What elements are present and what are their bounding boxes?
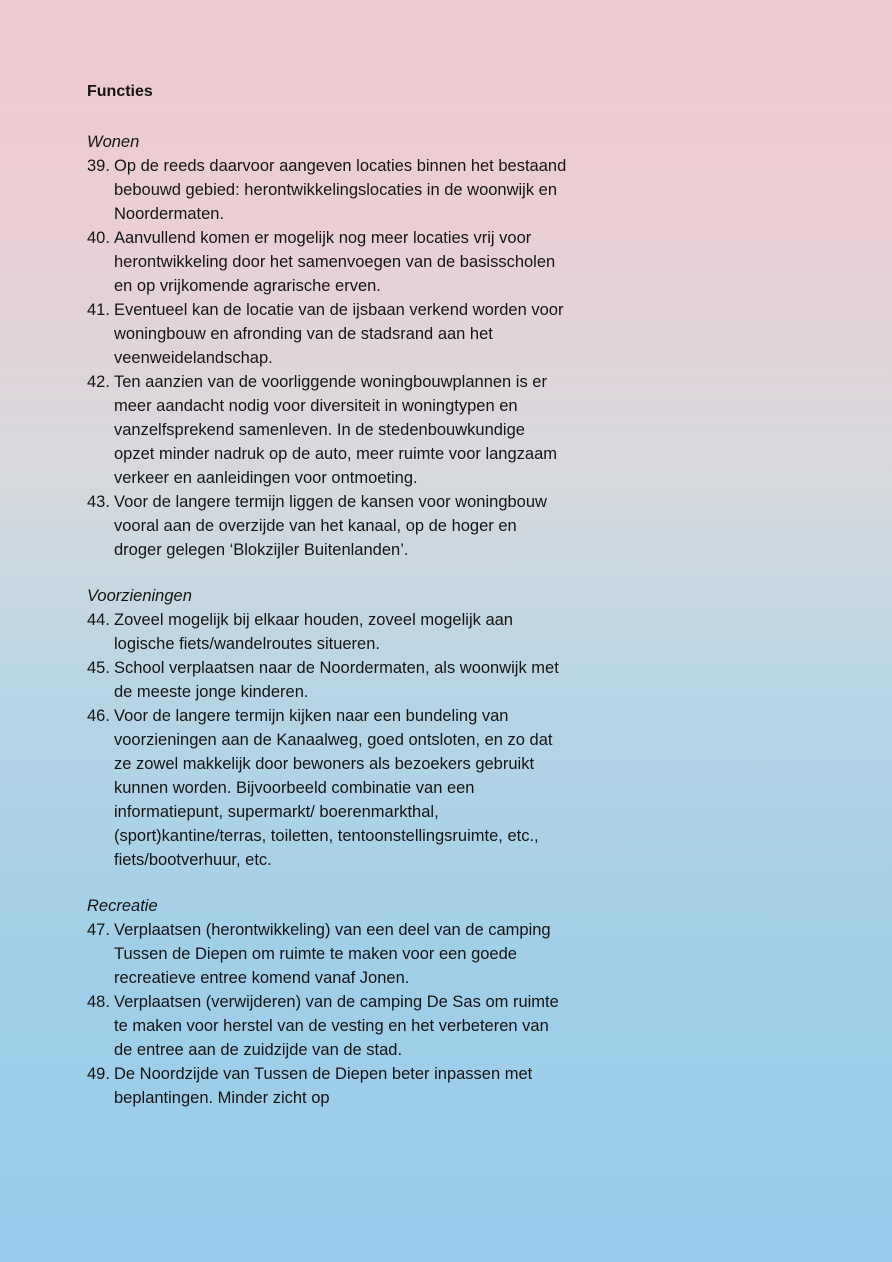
item-text: Voor de langere termijn kijken naar een bundeling van voorzieningen aan de Kanaalweg, goed ontsloten, en zo dat ze zowel makkelijk door bewoners als bezoekers gebruikt kunnen worden. Bijvoorbeeld combinatie van een informatiepunt, supermarkt/ boerenmarkthal, (sport)kantine/terras, toiletten, tentoonstellingsruimte, etc., fiets/bootverhuur, etc.	[114, 707, 553, 869]
item-number: 48.	[87, 993, 110, 1011]
item-text: Zoveel mogelijk bij elkaar houden, zoveel mogelijk aan logische fiets/wandelroutes situeren.	[114, 611, 513, 653]
page-title: Functies	[87, 83, 153, 100]
item-list	[87, 918, 567, 1110]
list-item	[87, 490, 567, 562]
list-item	[87, 1062, 567, 1110]
item-list	[87, 154, 567, 562]
item-text: Voor de langere termijn liggen de kansen voor woningbouw vooral aan de overzijde van het kanaal, op de hoger en droger gelegen ‘Blokzijler Buitenlanden’.	[114, 493, 547, 559]
list-item	[87, 226, 567, 298]
item-text: Verplaatsen (herontwikkeling) van een deel van de camping Tussen de Diepen om ruimte te maken voor een goede recreatieve entree komend vanaf Jonen.	[114, 921, 551, 987]
item-text: Op de reeds daarvoor aangeven locaties binnen het bestaand bebouwd gebied: herontwikkelingslocaties in de woonwijk en Noordermaten.	[114, 157, 567, 223]
list-item	[87, 990, 567, 1062]
item-text: Aanvullend komen er mogelijk nog meer locaties vrij voor herontwikkeling door het samenvoegen van de basisscholen en op vrijkomende agrarische erven.	[114, 229, 556, 295]
list-item	[87, 608, 567, 656]
item-text: De Noordzijde van Tussen de Diepen beter inpassen met beplantingen. Minder zicht op	[114, 1065, 533, 1107]
section-heading: Voorzieningen	[87, 587, 192, 605]
item-text: Eventueel kan de locatie van de ijsbaan verkend worden voor woningbouw en afronding van de stadsrand aan het veenweidelandschap.	[114, 301, 564, 367]
section-wonen	[87, 130, 567, 562]
item-number: 42.	[87, 373, 110, 391]
item-number: 39.	[87, 157, 110, 175]
item-text: Verplaatsen (verwijderen) van de camping De Sas om ruimte te maken voor herstel van de vesting en het verbeteren van de entree aan de zuidzijde van de stad.	[114, 993, 559, 1059]
section-voorzieningen	[87, 584, 567, 872]
item-text: School verplaatsen naar de Noordermaten, als woonwijk met de meeste jonge kinderen.	[114, 659, 559, 701]
item-list	[87, 608, 567, 872]
item-number: 47.	[87, 921, 110, 939]
section-recreatie	[87, 894, 567, 1110]
item-number: 49.	[87, 1065, 110, 1083]
item-number: 44.	[87, 611, 110, 629]
item-number: 46.	[87, 707, 110, 725]
item-number: 43.	[87, 493, 110, 511]
list-item	[87, 370, 567, 490]
list-item	[87, 656, 567, 704]
list-item	[87, 154, 567, 226]
item-number: 45.	[87, 659, 110, 677]
section-heading: Recreatie	[87, 897, 158, 915]
list-item	[87, 298, 567, 370]
list-item	[87, 704, 567, 872]
list-item	[87, 918, 567, 990]
document-page	[87, 80, 567, 1132]
section-heading: Wonen	[87, 133, 140, 151]
item-number: 40.	[87, 229, 110, 247]
item-number: 41.	[87, 301, 110, 319]
item-text: Ten aanzien van de voorliggende woningbouwplannen is er meer aandacht nodig voor diversiteit in woningtypen en vanzelfsprekend samenleven. In de stedenbouwkundige opzet minder nadruk op de auto, meer ruimte voor langzaam verkeer en aanleidingen voor ontmoeting.	[114, 373, 557, 487]
